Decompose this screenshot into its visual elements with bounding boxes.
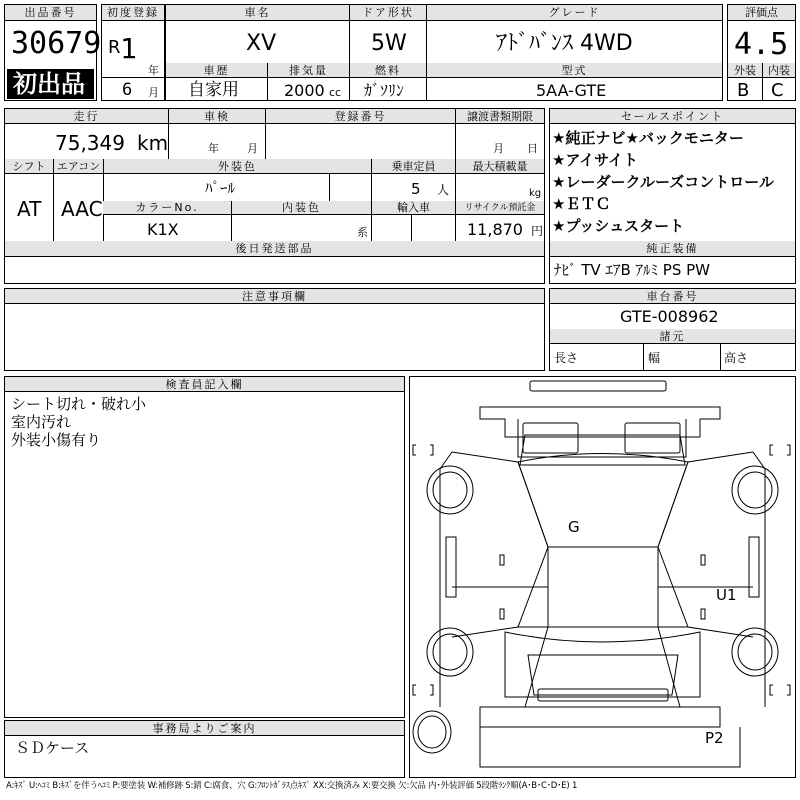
- legend: A:ｷｽﾞ U:ﾍｺﾐ B:ｷｽﾞを伴うﾍｺﾐ P:要塗装 W:補修跡 S:錆 C:腐食、穴 G:ﾌﾛﾝﾄｶﾞﾗｽ点ｷｽﾞ XX:交換済み X:要交換 欠:欠品 内･外装評価 5段階ﾗﾝｸ順(A･B･C･D･E) 1: [6, 781, 578, 791]
- sales-points-label: セールスポイント: [550, 109, 795, 124]
- displacement: 2000: [284, 81, 325, 100]
- office-notice-box: [4, 720, 405, 778]
- sales-point-item: ★アイサイト: [552, 151, 639, 169]
- model: 5AA-GTE: [536, 81, 607, 100]
- lot-block: [4, 4, 102, 101]
- sales-point-item: ★レーダークルーズコントロール: [552, 173, 774, 191]
- lot-label: 出品番号: [5, 5, 96, 21]
- sales-point-item: ★プッシュスタート: [552, 217, 685, 235]
- first-registration-block: [101, 4, 165, 101]
- plate-label: 登録番号: [265, 109, 455, 124]
- car-name-label: 車名: [166, 5, 349, 21]
- car-outline-diagram: [410, 377, 795, 777]
- capacity: 5: [411, 180, 421, 198]
- score-block: [727, 4, 796, 101]
- door-label: ドア形状: [349, 5, 426, 21]
- exterior-color: ﾊﾟｰﾙ: [205, 179, 236, 197]
- height-label: 高さ: [724, 351, 749, 365]
- interior-color-unit: 系: [357, 226, 368, 239]
- interior-grade: C: [771, 80, 784, 101]
- exterior-grade-label: 外装: [728, 63, 762, 78]
- mileage: 75,349: [55, 131, 125, 155]
- capacity-label: 乗車定員: [371, 159, 455, 174]
- transfer-day-unit: 日: [527, 142, 538, 155]
- history-label: 車歴: [166, 63, 267, 78]
- exterior-grade: B: [737, 80, 750, 101]
- score-value: 4.5: [734, 27, 789, 62]
- reg-month: 6: [122, 80, 133, 100]
- car-name: XV: [246, 31, 277, 56]
- ac: AAC: [61, 197, 103, 221]
- lot-number: 30679: [11, 26, 102, 61]
- shift: AT: [17, 197, 42, 221]
- notes-label: 注意事項欄: [5, 289, 544, 304]
- capacity-unit: 人: [437, 183, 450, 197]
- office-notice-label: 事務局よりご案内: [5, 721, 404, 736]
- first-registration-label: 初度登録: [102, 5, 164, 21]
- month-unit: 月: [148, 86, 159, 99]
- color-no-label: カラーNo.: [103, 201, 231, 215]
- inspection-label: 車検: [168, 109, 265, 124]
- grade-label: グレード: [426, 5, 722, 21]
- inspector-line: シート切れ・破れ小: [11, 395, 147, 413]
- mileage-unit: km: [137, 131, 169, 155]
- inspection-month-unit: 月: [247, 142, 258, 155]
- fuel: ｶﾞｿﾘﾝ: [364, 81, 405, 100]
- notes-box: [4, 288, 545, 371]
- damage-diagram: [409, 376, 796, 778]
- reg-year: 1: [120, 32, 137, 65]
- displacement-label: 排気量: [267, 63, 349, 78]
- recycle-label: リサイクル預託金: [455, 201, 544, 215]
- transfer-deadline-label: 譲渡書類期限: [455, 109, 544, 124]
- fuel-label: 燃料: [349, 63, 426, 78]
- door-type: 5W: [371, 31, 407, 56]
- grade: ｱﾄﾞﾊﾞﾝｽ 4WD: [496, 31, 633, 56]
- equipment-label: 純正装備: [550, 241, 795, 257]
- chassis-box: [549, 288, 796, 371]
- inspector-line: 外装小傷有り: [11, 431, 102, 449]
- damage-mark-right-door: U1: [716, 586, 737, 604]
- interior-color-label: 内装色: [231, 201, 371, 215]
- exterior-color-label: 外装色: [103, 159, 371, 174]
- inspector-label: 検査員記入欄: [5, 377, 404, 392]
- mileage-label: 走行: [5, 109, 168, 124]
- length-label: 長さ: [554, 351, 579, 365]
- chassis-label: 車台番号: [550, 289, 795, 304]
- recycle-amount: 11,870: [467, 220, 523, 239]
- specs-table: [4, 108, 545, 284]
- vehicle-block: [165, 4, 723, 101]
- sales-point-item: ★ＥＴＣ: [552, 195, 611, 213]
- chassis-number: GTE-008962: [620, 307, 719, 326]
- inspector-box: [4, 376, 405, 718]
- interior-grade-label: 内装: [762, 63, 795, 78]
- sales-points-box: [549, 108, 796, 284]
- dimensions-label: 諸元: [550, 329, 795, 344]
- import-label: 輸入車: [371, 201, 455, 215]
- ac-label: エアコン: [53, 159, 103, 174]
- displacement-unit: cc: [329, 86, 342, 99]
- sales-point-item: ★純正ナビ★バックモニター: [552, 129, 744, 147]
- inspection-year-unit: 年: [208, 142, 219, 155]
- damage-mark-rear: P2: [705, 729, 724, 747]
- score-label: 評価点: [728, 5, 795, 21]
- later-parts-label: 後日発送部品: [5, 241, 544, 257]
- year-unit: 年: [148, 64, 159, 77]
- office-notice-text: ＳＤケース: [15, 739, 90, 757]
- color-no: K1X: [147, 220, 179, 239]
- first-listing-text: 初出品: [13, 70, 85, 98]
- transfer-month-unit: 月: [493, 142, 504, 155]
- damage-mark-windshield: G: [568, 518, 580, 536]
- inspector-line: 室内汚れ: [11, 413, 72, 431]
- recycle-unit: 円: [531, 224, 544, 238]
- history: 自家用: [188, 80, 239, 100]
- shift-label: シフト: [5, 159, 53, 174]
- model-label: 型式: [426, 63, 722, 78]
- width-label: 幅: [648, 351, 661, 365]
- max-load-label: 最大積載量: [455, 159, 544, 174]
- equipment-value: ﾅﾋﾞ TV ｴｱB ｱﾙﾐ PS PW: [554, 261, 710, 279]
- era: R: [108, 37, 121, 58]
- load-unit: kg: [529, 188, 542, 199]
